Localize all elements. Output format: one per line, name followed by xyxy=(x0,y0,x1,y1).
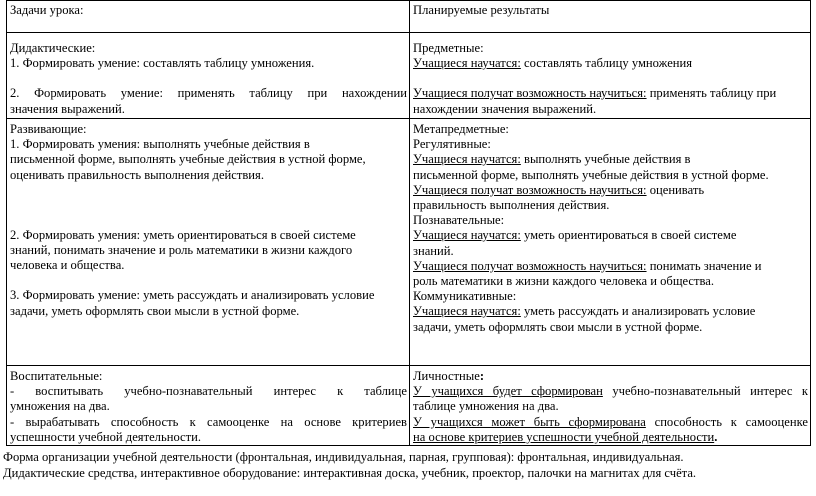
header-cell-tasks xyxy=(7,1,410,33)
communicative-title: Коммуникативные: xyxy=(413,289,517,304)
regulative-result-1-line-1 xyxy=(413,152,808,167)
regulative-result-1-line-2: письменной форме, выполнять учебные действия в устной форме. xyxy=(413,167,769,182)
cognitive-result-2-text: понимать значение и xyxy=(646,258,762,273)
header-results-text: Планируемые результаты xyxy=(413,3,550,17)
footer-didactic-means: Дидактические средства, интерактивное оборудование: интерактивная доска, учебник, проектор, палочки на магнитах для счёта. xyxy=(3,466,697,480)
subject-result-1 xyxy=(413,56,808,71)
regulative-title: Регулятивные: xyxy=(413,137,491,152)
lesson-objectives-table xyxy=(6,0,811,446)
subject-result-1-text: составлять таблицу умножения xyxy=(520,56,693,71)
educational-item-1-line-1: - воспитывать учебно-познавательный интерес к таблице xyxy=(10,384,407,399)
didactic-tasks-cell xyxy=(7,33,410,119)
developing-item-3-line-2: задачи, уметь оформлять свои мысли в устной форме. xyxy=(10,303,300,318)
personal-result-2-line-2-text: на основе критериев успешности учебной деятельности xyxy=(413,429,715,444)
personal-title-text: Личностные xyxy=(413,369,480,383)
cognitive-title: Познавательные: xyxy=(413,213,505,228)
communicative-result-1-line-1 xyxy=(413,304,808,319)
developing-item-3-line-1: 3. Формировать умение: уметь рассуждать и анализировать условие xyxy=(10,288,375,303)
cognitive-result-2-line-2: роль математики в жизни каждого человека и общества. xyxy=(413,274,715,289)
developing-item-1-line-1: 1. Формировать умения: выполнять учебные действия в xyxy=(10,137,310,152)
developing-item-1-line-3: оценивать правильность выполнения действия. xyxy=(10,167,264,182)
personal-result-2-label: У учащихся может быть сформирована xyxy=(413,414,646,429)
educational-item-2-line-1: - вырабатывать способность к самооценке на основе критериев xyxy=(10,414,407,429)
educational-results-cell xyxy=(410,366,811,446)
subject-result-2-line-2: нахождении значения выражений. xyxy=(413,101,597,116)
didactic-row xyxy=(7,33,811,119)
header-tasks-text: Задачи урока: xyxy=(10,3,84,17)
educational-item-1-line-2: умножения на два. xyxy=(10,399,110,414)
educational-title: Воспитательные: xyxy=(10,369,103,383)
regulative-result-2-line-1 xyxy=(413,183,808,198)
educational-tasks-cell xyxy=(7,366,410,446)
educational-row xyxy=(7,366,811,446)
didactic-title: Дидактические: xyxy=(10,41,96,55)
subject-result-2-line-1 xyxy=(413,86,808,101)
cognitive-result-2-label: Учащиеся получат возможность научиться: xyxy=(413,258,647,273)
regulative-result-1-label: Учащиеся научатся: xyxy=(413,152,521,167)
didactic-item-1: 1. Формировать умение: составлять таблицу умножения. xyxy=(10,56,315,71)
personal-title-colon: : xyxy=(479,369,485,383)
regulative-result-2-line-2: правильность выполнения действия. xyxy=(413,198,610,213)
communicative-result-1-label: Учащиеся научатся: xyxy=(413,304,521,319)
developing-item-2-line-3: человека и общества. xyxy=(10,258,125,273)
regulative-result-1-text: выполнять учебные действия в xyxy=(520,152,691,167)
developing-item-2-line-1: 2. Формировать умения: уметь ориентироваться в своей системе xyxy=(10,227,356,242)
personal-result-2-text: способность к самооценке xyxy=(645,414,808,429)
didactic-item-2-line-2: значения выражений. xyxy=(10,101,125,116)
developing-results-cell xyxy=(410,119,811,366)
communicative-result-1-text: уметь рассуждать и анализировать условие xyxy=(520,304,756,319)
header-cell-results xyxy=(410,1,811,33)
personal-result-1-text: учебно-познавательный интерес к xyxy=(602,384,808,399)
didactic-results-cell xyxy=(410,33,811,119)
didactic-item-2-line-1: 2. Формировать умение: применять таблицу при нахождении xyxy=(10,86,407,101)
communicative-result-1-line-2: задачи, уметь оформлять свои мысли в устной форме. xyxy=(413,319,703,334)
cognitive-result-1-label: Учащиеся научатся: xyxy=(413,228,521,243)
developing-tasks-cell xyxy=(7,119,410,366)
subject-result-2-text: применять таблицу при xyxy=(646,86,777,101)
personal-result-1-label: У учащихся будет сформирован xyxy=(413,384,603,399)
regulative-result-2-text: оценивать xyxy=(646,182,705,197)
cognitive-result-1-text: уметь ориентироваться в своей системе xyxy=(520,228,737,243)
table-header-row xyxy=(7,1,811,33)
personal-title xyxy=(413,369,808,384)
personal-result-1-line-1 xyxy=(413,384,808,399)
cognitive-result-1-line-2: знаний. xyxy=(413,243,454,258)
cognitive-result-1-line-1 xyxy=(413,228,808,243)
subject-results-title: Предметные: xyxy=(413,41,484,55)
subject-result-2-label: Учащиеся получат возможность научиться: xyxy=(413,86,647,101)
educational-item-2-line-2: успешности учебной деятельности. xyxy=(10,429,202,444)
regulative-result-2-label: Учащиеся получат возможность научиться: xyxy=(413,182,647,197)
personal-result-1-line-2: таблице умножения на два. xyxy=(413,399,559,414)
footer-notes xyxy=(3,449,813,481)
footer-organization-form: Форма организации учебной деятельности (фронтальная, индивидуальная, парная, групповая): фронтальная, индивидуальная. xyxy=(3,450,684,464)
developing-row xyxy=(7,119,811,366)
cognitive-result-2-line-1 xyxy=(413,259,808,274)
personal-result-2-line-1 xyxy=(413,415,808,430)
subject-result-1-label: Учащиеся научатся: xyxy=(413,56,521,71)
developing-item-1-line-2: письменной форме, выполнять учебные действия в устной форме, xyxy=(10,152,366,167)
metasubject-title: Метапредметные: xyxy=(413,122,509,136)
personal-result-2-line-2 xyxy=(413,430,808,445)
developing-title: Развивающие: xyxy=(10,122,87,136)
developing-item-2-line-2: знаний, понимать значение и роль математики в жизни каждого xyxy=(10,243,353,258)
personal-result-2-period: . xyxy=(714,429,718,444)
